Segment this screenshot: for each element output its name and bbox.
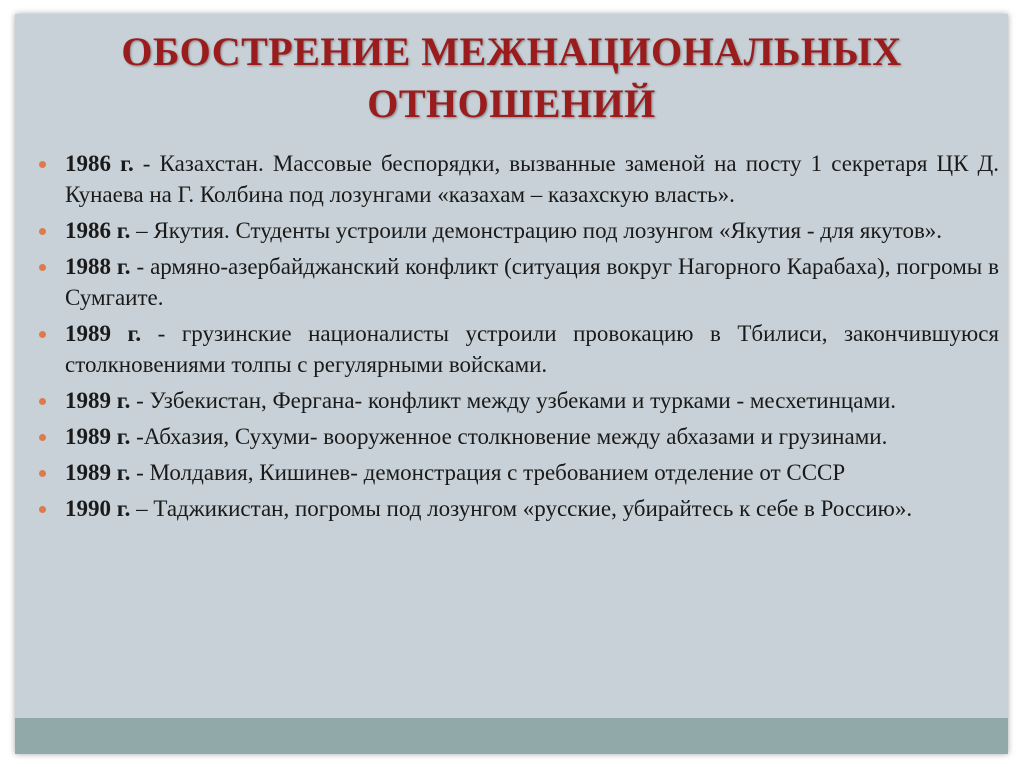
slide-title: [15, 26, 1008, 130]
event-year: 1986 г.: [65, 151, 134, 176]
round-bullet-icon: [39, 228, 46, 235]
events-list: [37, 148, 999, 529]
event-year: 1989 г.: [65, 321, 142, 346]
slide-title-line-1: ОБОСТРЕНИЕ МЕЖНАЦИОНАЛЬНЫХ: [121, 29, 902, 74]
event-text: – Таджикистан, погромы под лозунгом «русские, убирайтесь к себе в Россию».: [130, 496, 913, 521]
event-text: - Молдавия, Кишинев- демонстрация с требованием отделение от СССР: [130, 460, 846, 485]
event-text: – Якутия. Студенты устроили демонстрацию под лозунгом «Якутия - для якутов».: [130, 218, 943, 243]
event-text: - грузинские националисты устроили провокацию в Тбилиси, закончившуюся столкновениями толпы с регулярными войсками.: [65, 321, 999, 377]
event-item: [37, 148, 999, 210]
slide-title-line-2: ОТНОШЕНИЙ: [367, 81, 656, 126]
round-bullet-icon: [39, 398, 46, 405]
event-item: [37, 215, 999, 246]
event-item: [37, 421, 999, 452]
event-text: - Казахстан. Массовые беспорядки, вызванные заменой на посту 1 секретаря ЦК Д. Кунаева на Г. Колбина под лозунгами «казахам – казахскую власть».: [65, 151, 999, 207]
event-text: - Узбекистан, Фергана- конфликт между узбеками и турками - месхетинцами.: [130, 388, 897, 413]
round-bullet-icon: [39, 331, 46, 338]
event-year: 1989 г.: [65, 460, 131, 485]
event-year: 1989 г.: [65, 388, 131, 413]
slide: [15, 14, 1008, 754]
event-year: 1986 г.: [65, 218, 131, 243]
round-bullet-icon: [39, 470, 46, 477]
event-item: [37, 385, 999, 416]
footer-band: [15, 718, 1008, 754]
round-bullet-icon: [39, 506, 46, 513]
round-bullet-icon: [39, 161, 46, 168]
round-bullet-icon: [39, 434, 46, 441]
event-item: [37, 251, 999, 313]
event-year: 1989 г.: [65, 424, 131, 449]
event-text: -Абхазия, Сухуми- вооруженное столкновение между абхазами и грузинами.: [130, 424, 888, 449]
event-year: 1988 г.: [65, 254, 131, 279]
event-text: - армяно-азербайджанский конфликт (ситуация вокруг Нагорного Карабаха), погромы в Сумгаите.: [65, 254, 999, 310]
event-item: [37, 318, 999, 380]
event-item: [37, 493, 999, 524]
event-item: [37, 457, 999, 488]
event-year: 1990 г.: [65, 496, 131, 521]
round-bullet-icon: [39, 264, 46, 271]
